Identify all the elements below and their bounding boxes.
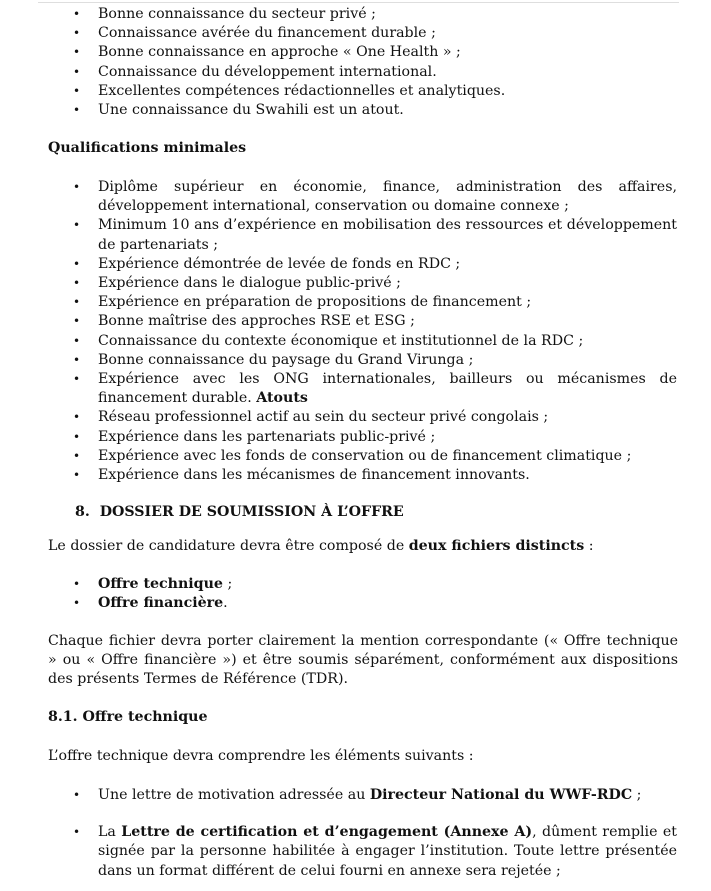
- intro-bold: deux fichiers distincts: [408, 538, 585, 554]
- list-item: • Diplôme supérieur en économie, finance, administration des affaires, développement international, conservation ou domaine connexe ;: [0, 178, 677, 216]
- skills-list: [0, 5, 677, 120]
- list-item: [0, 575, 677, 594]
- section-title: DOSSIER DE SOUMISSION À L’OFFRE: [99, 504, 404, 520]
- list-item: • Excellentes compétences rédactionnelles et analytiques.: [0, 82, 677, 101]
- item-after: ;: [632, 787, 642, 803]
- list-item: [0, 594, 677, 613]
- list-item: • Expérience en préparation de propositions de financement ;: [0, 293, 677, 312]
- offer-financiere: Offre financière: [98, 595, 224, 612]
- atouts-label: Atouts: [256, 390, 308, 407]
- list-item: • Réseau professionnel actif au sein du secteur privé congolais ;: [0, 408, 677, 427]
- section-8-1-intro: L’offre technique devra comprendre les éléments suivants :: [48, 748, 474, 764]
- list-item: [0, 823, 677, 881]
- list-item: • Expérience avec les fonds de conservation ou de financement climatique ;: [0, 447, 677, 466]
- item-bold: Lettre de certification et d’engagement (Annexe A): [121, 824, 533, 841]
- list-item-text: Expérience avec les ONG internationales, bailleurs ou mécanismes de financement durable.: [98, 371, 677, 407]
- list-item: • Minimum 10 ans d’expérience en mobilisation des ressources et développement de partenariats ;: [0, 216, 677, 254]
- list-item: • Bonne connaissance en approche « One Health » ;: [0, 43, 677, 62]
- list-item: [0, 370, 677, 408]
- list-item: • Expérience dans le dialogue public-privé ;: [0, 274, 677, 293]
- intro-after: :: [584, 538, 594, 554]
- technical-offer-list: [0, 786, 677, 881]
- list-item: • Une connaissance du Swahili est un atout.: [0, 101, 677, 120]
- list-item: • Expérience démontrée de levée de fonds en RDC ;: [0, 255, 677, 274]
- section-8-intro: [48, 537, 678, 556]
- list-item: • Expérience dans les mécanismes de financement innovants.: [0, 466, 677, 485]
- list-item: • Expérience dans les partenariats public-privé ;: [0, 428, 677, 447]
- list-item: • Bonne maîtrise des approches RSE et ESG ;: [0, 312, 677, 331]
- item-bold: Directeur National du WWF-RDC: [369, 787, 633, 803]
- offer-punct: .: [223, 595, 228, 612]
- list-item: • Connaissance du développement international.: [0, 63, 677, 82]
- section-number: 8.: [75, 504, 90, 520]
- offer-technique: Offre technique: [98, 576, 223, 592]
- section-8-heading: [75, 504, 404, 520]
- list-item: • Connaissance du contexte économique et institutionnel de la RDC ;: [0, 332, 677, 351]
- qualifications-list: [0, 178, 677, 485]
- offers-list: [0, 575, 677, 613]
- offer-punct: ;: [222, 576, 233, 592]
- list-item: [0, 786, 677, 805]
- item-text: Une lettre de motivation adressée au: [98, 787, 370, 803]
- list-item: • Connaissance avérée du financement durable ;: [0, 24, 677, 43]
- list-item: • Bonne connaissance du secteur privé ;: [0, 5, 677, 24]
- list-item: • Bonne connaissance du paysage du Grand Virunga ;: [0, 351, 677, 370]
- item-text: La: [98, 824, 122, 841]
- section-8-1-heading: 8.1. Offre technique: [48, 709, 208, 725]
- item-after: , dûment remplie et signée par la personne habilitée à engager l’institution. Toute lettre présentée dans un format différent de celui fourni en annexe sera rejetée ;: [98, 824, 677, 879]
- intro-text: Le dossier de candidature devra être composé de: [48, 538, 405, 554]
- section-8-paragraph: Chaque fichier devra porter clairement la mention correspondante (« Offre technique » ou « Offre financière ») et être soumis séparément, conformément aux dispositions des présents Termes de Référence (TDR).: [48, 633, 678, 688]
- qualifications-heading: Qualifications minimales: [48, 140, 247, 156]
- top-rule: [38, 2, 679, 3]
